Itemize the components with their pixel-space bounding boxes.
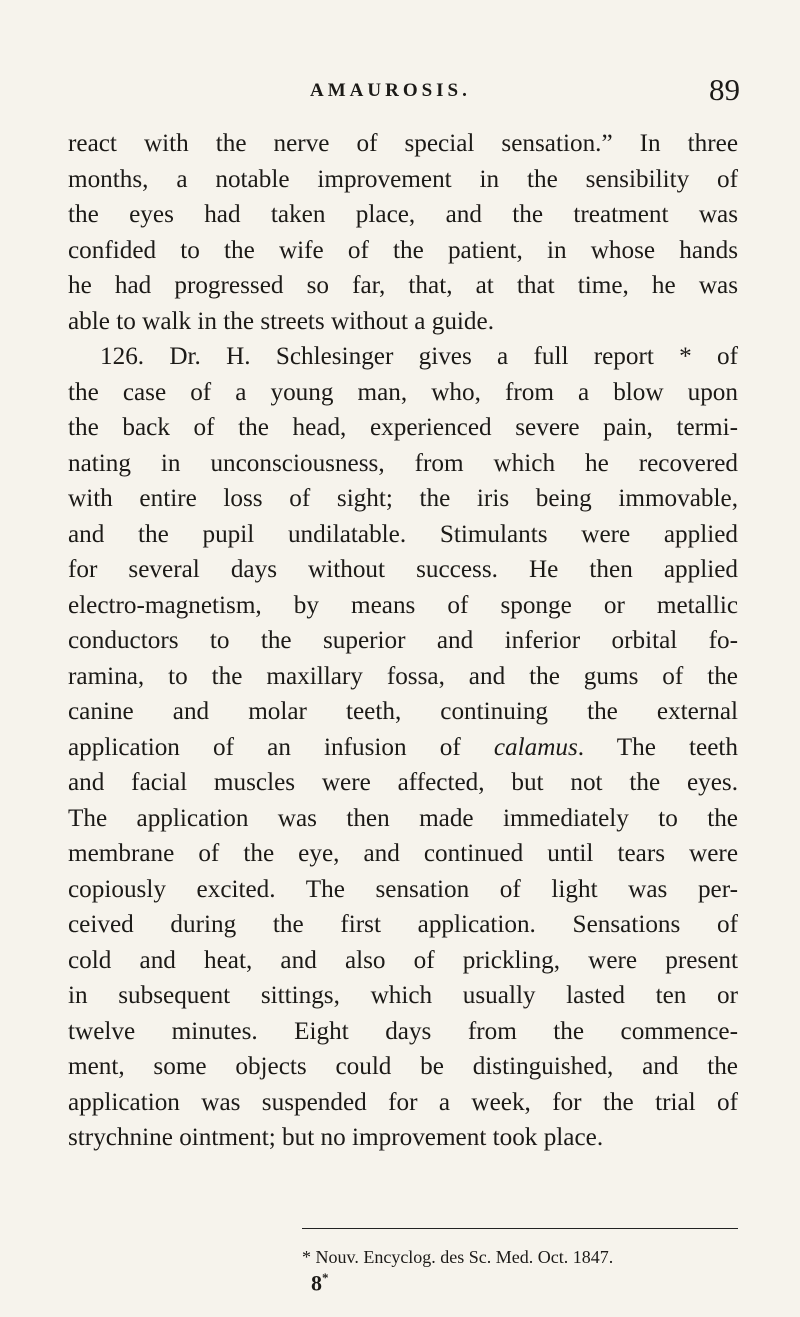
footnote-divider [302,1228,738,1229]
body-text [68,126,738,1156]
text-line: he had progressed so far, that, at that time, he was [68,272,738,299]
signature-number: 8 [311,1270,322,1296]
text-line: ceived during the first application. Sensations of [68,911,738,938]
text-line: ment, some objects could be distinguished, and the [68,1053,738,1080]
text-line: and facial muscles were affected, but not the eyes. [68,769,738,796]
text-line: copiously excited. The sensation of light was per- [68,875,738,903]
text-line: with entire loss of sight; the iris being immovable, [68,485,738,512]
text-line: membrane of the eye, and continued until tears were [68,840,738,867]
signature-mark [311,1270,329,1296]
text-line: The application was then made immediately to the [68,804,738,832]
text-line: ramina, to the maxillary fossa, and the gums of the [68,662,738,690]
page-number: 89 [709,72,740,107]
footnote: * Nouv. Encyclog. des Sc. Med. Oct. 1847. [302,1247,614,1267]
text-line: cold and heat, and also of prickling, were present [68,946,738,974]
text-line: the case of a young man, who, from a blow upon [68,378,738,406]
text-line: confided to the wife of the patient, in whose hands [68,236,738,264]
running-head: AMAUROSIS. [310,80,471,101]
text-line: nating in unconsciousness, from which he recovered [68,449,738,477]
text-line-with-italic [68,730,738,766]
italic-term: calamus [493,733,578,761]
text-line: react with the nerve of special sensation.” In three [68,130,738,157]
text-line: the back of the head, experienced severe pain, termi- [68,414,738,441]
text-line: in subsequent sittings, which usually lasted ten or [68,982,738,1009]
text-line: able to walk in the streets without a guide. [68,307,494,335]
text-segment: . The teeth [577,733,739,761]
text-line: 126. Dr. H. Schlesinger gives a full report * of [100,343,738,370]
text-line: strychnine ointment; but no improvement took place. [68,1124,604,1151]
text-segment: application of an infusion of [68,733,494,761]
text-line: conductors to the superior and inferior orbital fo- [68,627,738,654]
text-line: canine and molar teeth, continuing the external [68,698,738,725]
text-line: the eyes had taken place, and the treatment was [68,201,738,228]
signature-star: * [322,1270,329,1285]
text-line: electro-magnetism, by means of sponge or metallic [68,591,738,619]
text-line: and the pupil undilatable. Stimulants were applied [68,520,738,548]
text-line: application was suspended for a week, for the trial of [68,1088,738,1116]
text-line: months, a notable improvement in the sensibility of [68,165,738,193]
text-line: for several days without success. He then applied [68,556,738,583]
text-line: twelve minutes. Eight days from the commence- [68,1017,738,1045]
